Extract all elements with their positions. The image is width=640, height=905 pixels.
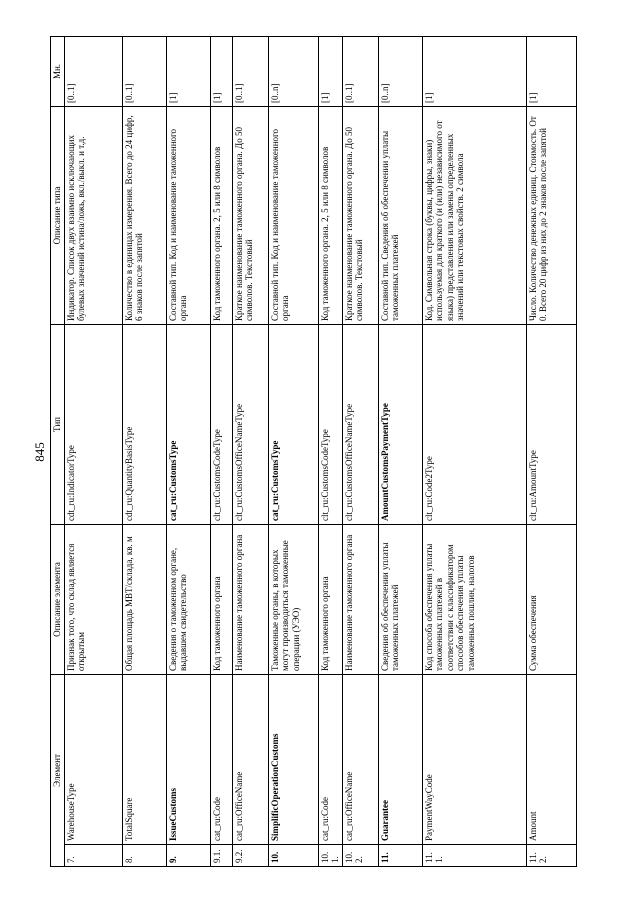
row-name: Guarantee — [378, 675, 422, 845]
row-typedesc: Индикатор. Список двух взаимно исключающих булевых значений истина/ложь, вкл./выкл. и т.д. — [64, 107, 122, 325]
row-type: cat_ru:CustomsType — [166, 325, 210, 525]
row-name: cat_ru:Code — [318, 675, 342, 845]
row-type: AmountCustomsPaymentType — [378, 325, 422, 525]
row-mult: [0..1] — [232, 37, 268, 107]
row-typedesc: Код таможенного органа. 2, 5 или 8 символов — [318, 107, 342, 325]
table-row — [210, 37, 232, 867]
row-num: 11.1. — [422, 845, 526, 867]
row-type: clt_ru:CustomsOfficeNameType — [342, 325, 378, 525]
header-mult: Мн. — [51, 37, 65, 107]
table-row — [342, 37, 378, 867]
row-name: cat_ru:Code — [210, 675, 232, 845]
row-name: SimplificOperationCustoms — [268, 675, 318, 845]
table-row — [422, 37, 526, 867]
row-typedesc: Краткое наименование таможенного органа. До 50 символов. Текстовый — [342, 107, 378, 325]
row-mult: [1] — [526, 37, 576, 107]
row-num: 7. — [64, 845, 122, 867]
row-typedesc: Составной тип. Код и наименование таможенного органа — [268, 107, 318, 325]
row-typedesc: Составной тип. Сведения об обеспечении уплаты таможенных платежей — [378, 107, 422, 325]
row-type: clt_ru:AmountType — [526, 325, 576, 525]
row-mult: [1] — [210, 37, 232, 107]
row-mult: [1] — [422, 37, 526, 107]
row-type: clt_ru:Code2Type — [422, 325, 526, 525]
row-num: 11. — [378, 845, 422, 867]
row-name: TotalSquare — [122, 675, 166, 845]
schema-table — [50, 36, 577, 867]
row-typedesc: Код. Символьная строка (буквы, цифры, знаки) используемая для краткого (и (или) независимого от языка) представления или замены определенных значений или текстовых свойств. 2 символа — [422, 107, 526, 325]
header-element: Элемент — [51, 675, 65, 867]
table-row — [378, 37, 422, 867]
row-num: 8. — [122, 845, 166, 867]
row-desc: Наименование таможенного органа — [342, 525, 378, 675]
row-name: Amount — [526, 675, 576, 845]
row-mult: [0..n] — [268, 37, 318, 107]
row-num: 9.1. — [210, 845, 232, 867]
row-num: 10. — [268, 845, 318, 867]
row-mult: [0..1] — [64, 37, 122, 107]
row-mult: [0..n] — [378, 37, 422, 107]
row-mult: [0..1] — [342, 37, 378, 107]
row-name: cat_ru:OfficeName — [342, 675, 378, 845]
row-num: 11.2. — [526, 845, 576, 867]
row-num: 9.2. — [232, 845, 268, 867]
table-row — [318, 37, 342, 867]
header-type: Тип — [51, 325, 65, 525]
row-typedesc: Число. Количество денежных единиц. Стоимость. От 0. Всего 20 цифр из них до 2 знаков после запятой — [526, 107, 576, 325]
row-name: IssueCustoms — [166, 675, 210, 845]
row-typedesc: Краткое наименование таможенного органа. До 50 символов. Текстовый — [232, 107, 268, 325]
row-desc: Код способа обеспечения уплаты таможенных платежей в соответствии с классификатором способов обеспечения уплаты таможенных пошлин, налогов — [422, 525, 526, 675]
row-typedesc: Составной тип. Код и наименование таможенного органа — [166, 107, 210, 325]
row-mult: [1] — [166, 37, 210, 107]
table-row — [526, 37, 576, 867]
row-name: cat_ru:OfficeName — [232, 675, 268, 845]
row-desc: Общая площадь МВТ/склада, кв. м — [122, 525, 166, 675]
row-mult: [1] — [318, 37, 342, 107]
row-type: cdt_ru:IndicatorType — [64, 325, 122, 525]
table-row — [122, 37, 166, 867]
row-desc: Сведения об обеспечении уплаты таможенных платежей — [378, 525, 422, 675]
table-row — [268, 37, 318, 867]
row-type: cdt_ru:QuantityBasisType — [122, 325, 166, 525]
row-desc: Код таможенного органа — [318, 525, 342, 675]
schema-table-container — [50, 37, 590, 867]
row-type: clt_ru:CustomsOfficeNameType — [232, 325, 268, 525]
row-desc: Наименование таможенного органа — [232, 525, 268, 675]
row-num: 10.2. — [342, 845, 378, 867]
row-num: 9. — [166, 845, 210, 867]
row-typedesc: Количество в единицах измерения. Всего до 24 цифр, 6 знаков после запятой — [122, 107, 166, 325]
row-name: WarehouseType — [64, 675, 122, 845]
table-row — [166, 37, 210, 867]
row-type: clt_ru:CustomsCodeType — [318, 325, 342, 525]
row-desc: Сумма обеспечения — [526, 525, 576, 675]
table-row — [64, 37, 122, 867]
row-desc: Код таможенного органа — [210, 525, 232, 675]
table-row — [232, 37, 268, 867]
row-type: cat_ru:CustomsType — [268, 325, 318, 525]
row-desc: Таможенные органы, в которых могут производиться таможенные операции (УЭО) — [268, 525, 318, 675]
row-desc: Сведения о таможенном органе, выдавшем свидетельство — [166, 525, 210, 675]
table-header-row — [51, 37, 65, 867]
row-type: clt_ru:CustomsCodeType — [210, 325, 232, 525]
row-num: 10.1. — [318, 845, 342, 867]
row-name: PaymentWayCode — [422, 675, 526, 845]
row-mult: [0..1] — [122, 37, 166, 107]
row-typedesc: Код таможенного органа. 2, 5 или 8 символов — [210, 107, 232, 325]
header-typedesc: Описание типа — [51, 107, 65, 325]
page-number: 845 — [32, 442, 47, 462]
header-desc: Описание элемента — [51, 525, 65, 675]
row-desc: Признак того, что склад является открытым — [64, 525, 122, 675]
